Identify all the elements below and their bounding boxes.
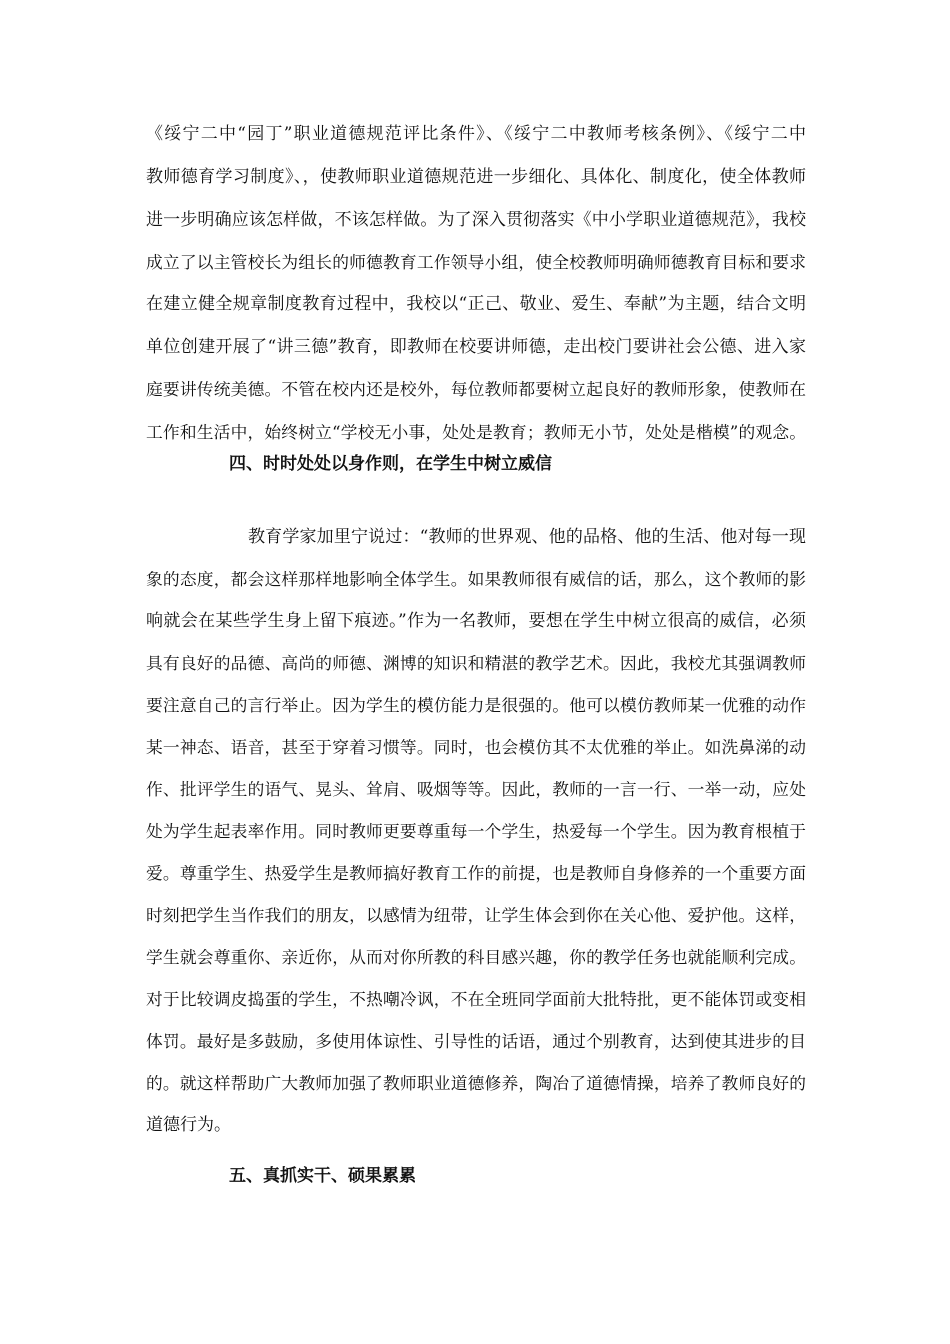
text-line: 具有良好的品德、高尚的师德、渊博的知识和精湛的教学艺术。因此，我校尤其强调教师 (146, 653, 806, 673)
text-line: 进一步明确应该怎样做，不该怎样做。为了深入贯彻落实《中小学职业道德规范》，我校 (146, 210, 806, 230)
text-line: 响就会在某些学生身上留下痕迹。”作为一名教师，要想在学生中树立很高的威信，必须 (146, 611, 806, 631)
text-line: 作、批评学生的语气、晃头、耸肩、吸烟等等。因此，教师的一言一行、一举一动，应处 (146, 779, 806, 799)
text-line: 象的态度，都会这样那样地影响全体学生。如果教师很有威信的话，那么，这个教师的影 (146, 569, 806, 589)
text-line: 体罚。最好是多鼓励，多使用体谅性、引导性的话语，通过个别教育，达到使其进步的目 (146, 1031, 806, 1051)
text-line: 对于比较调皮捣蛋的学生，不热嘲冷讽，不在全班同学面前大批特批，更不能体罚或变相 (146, 989, 806, 1009)
text-line: 成立了以主管校长为组长的师德教育工作领导小组，使全校教师明确师德教育目标和要求 (146, 252, 806, 272)
text-line: 教师德育学习制度》、，使教师职业道德规范进一步细化、具体化、制度化，使全体教师 (146, 167, 806, 187)
text-line: 爱。尊重学生、热爱学生是教师搞好教育工作的前提，也是教师自身修养的一个重要方面 (146, 863, 806, 883)
text-line: 某一神态、语音，甚至于穿着习惯等。同时，也会模仿其不太优雅的举止。如洗鼻涕的动 (146, 737, 806, 757)
section-heading-5: 五、真抓实干、硕果累累 (229, 1166, 416, 1186)
text-line: 庭要讲传统美德。不管在校内还是校外，每位教师都要树立起良好的教师形象，使教师在 (146, 379, 806, 399)
section-heading-4: 四、时时处处以身作则，在学生中树立威信 (229, 454, 552, 474)
text-line: 处为学生起表率作用。同时教师更要尊重每一个学生，热爱每一个学生。因为教育根植于 (146, 821, 806, 841)
text-line: 教育学家加里宁说过：“教师的世界观、他的品格、他的生活、他对每一现 (248, 527, 806, 547)
text-line: 要注意自己的言行举止。因为学生的模仿能力是很强的。他可以模仿教师某一优雅的动作 (146, 695, 806, 715)
text-line: 道德行为。 (146, 1115, 231, 1135)
text-line: 工作和生活中，始终树立“学校无小事，处处是教育；教师无小节，处处是楷模”的观念。 (146, 422, 806, 442)
text-line: 的。就这样帮助广大教师加强了教师职业道德修养，陶冶了道德情操，培养了教师良好的 (146, 1073, 806, 1093)
text-line: 学生就会尊重你、亲近你，从而对你所教的科目感兴趣，你的教学任务也就能顺利完成。 (146, 947, 806, 967)
text-line: 《绥宁二中“园丁”职业道德规范评比条件》、《绥宁二中教师考核条例》、《绥宁二中 (146, 124, 806, 144)
text-line: 单位创建开展了“讲三德”教育，即教师在校要讲师德，走出校门要讲社会公德、进入家 (146, 337, 806, 357)
text-line: 时刻把学生当作我们的朋友，以感情为纽带，让学生体会到你在关心他、爱护他。这样， (146, 905, 806, 925)
text-line: 在建立健全规章制度教育过程中，我校以“正己、敬业、爱生、奉献”为主题，结合文明 (146, 294, 806, 314)
